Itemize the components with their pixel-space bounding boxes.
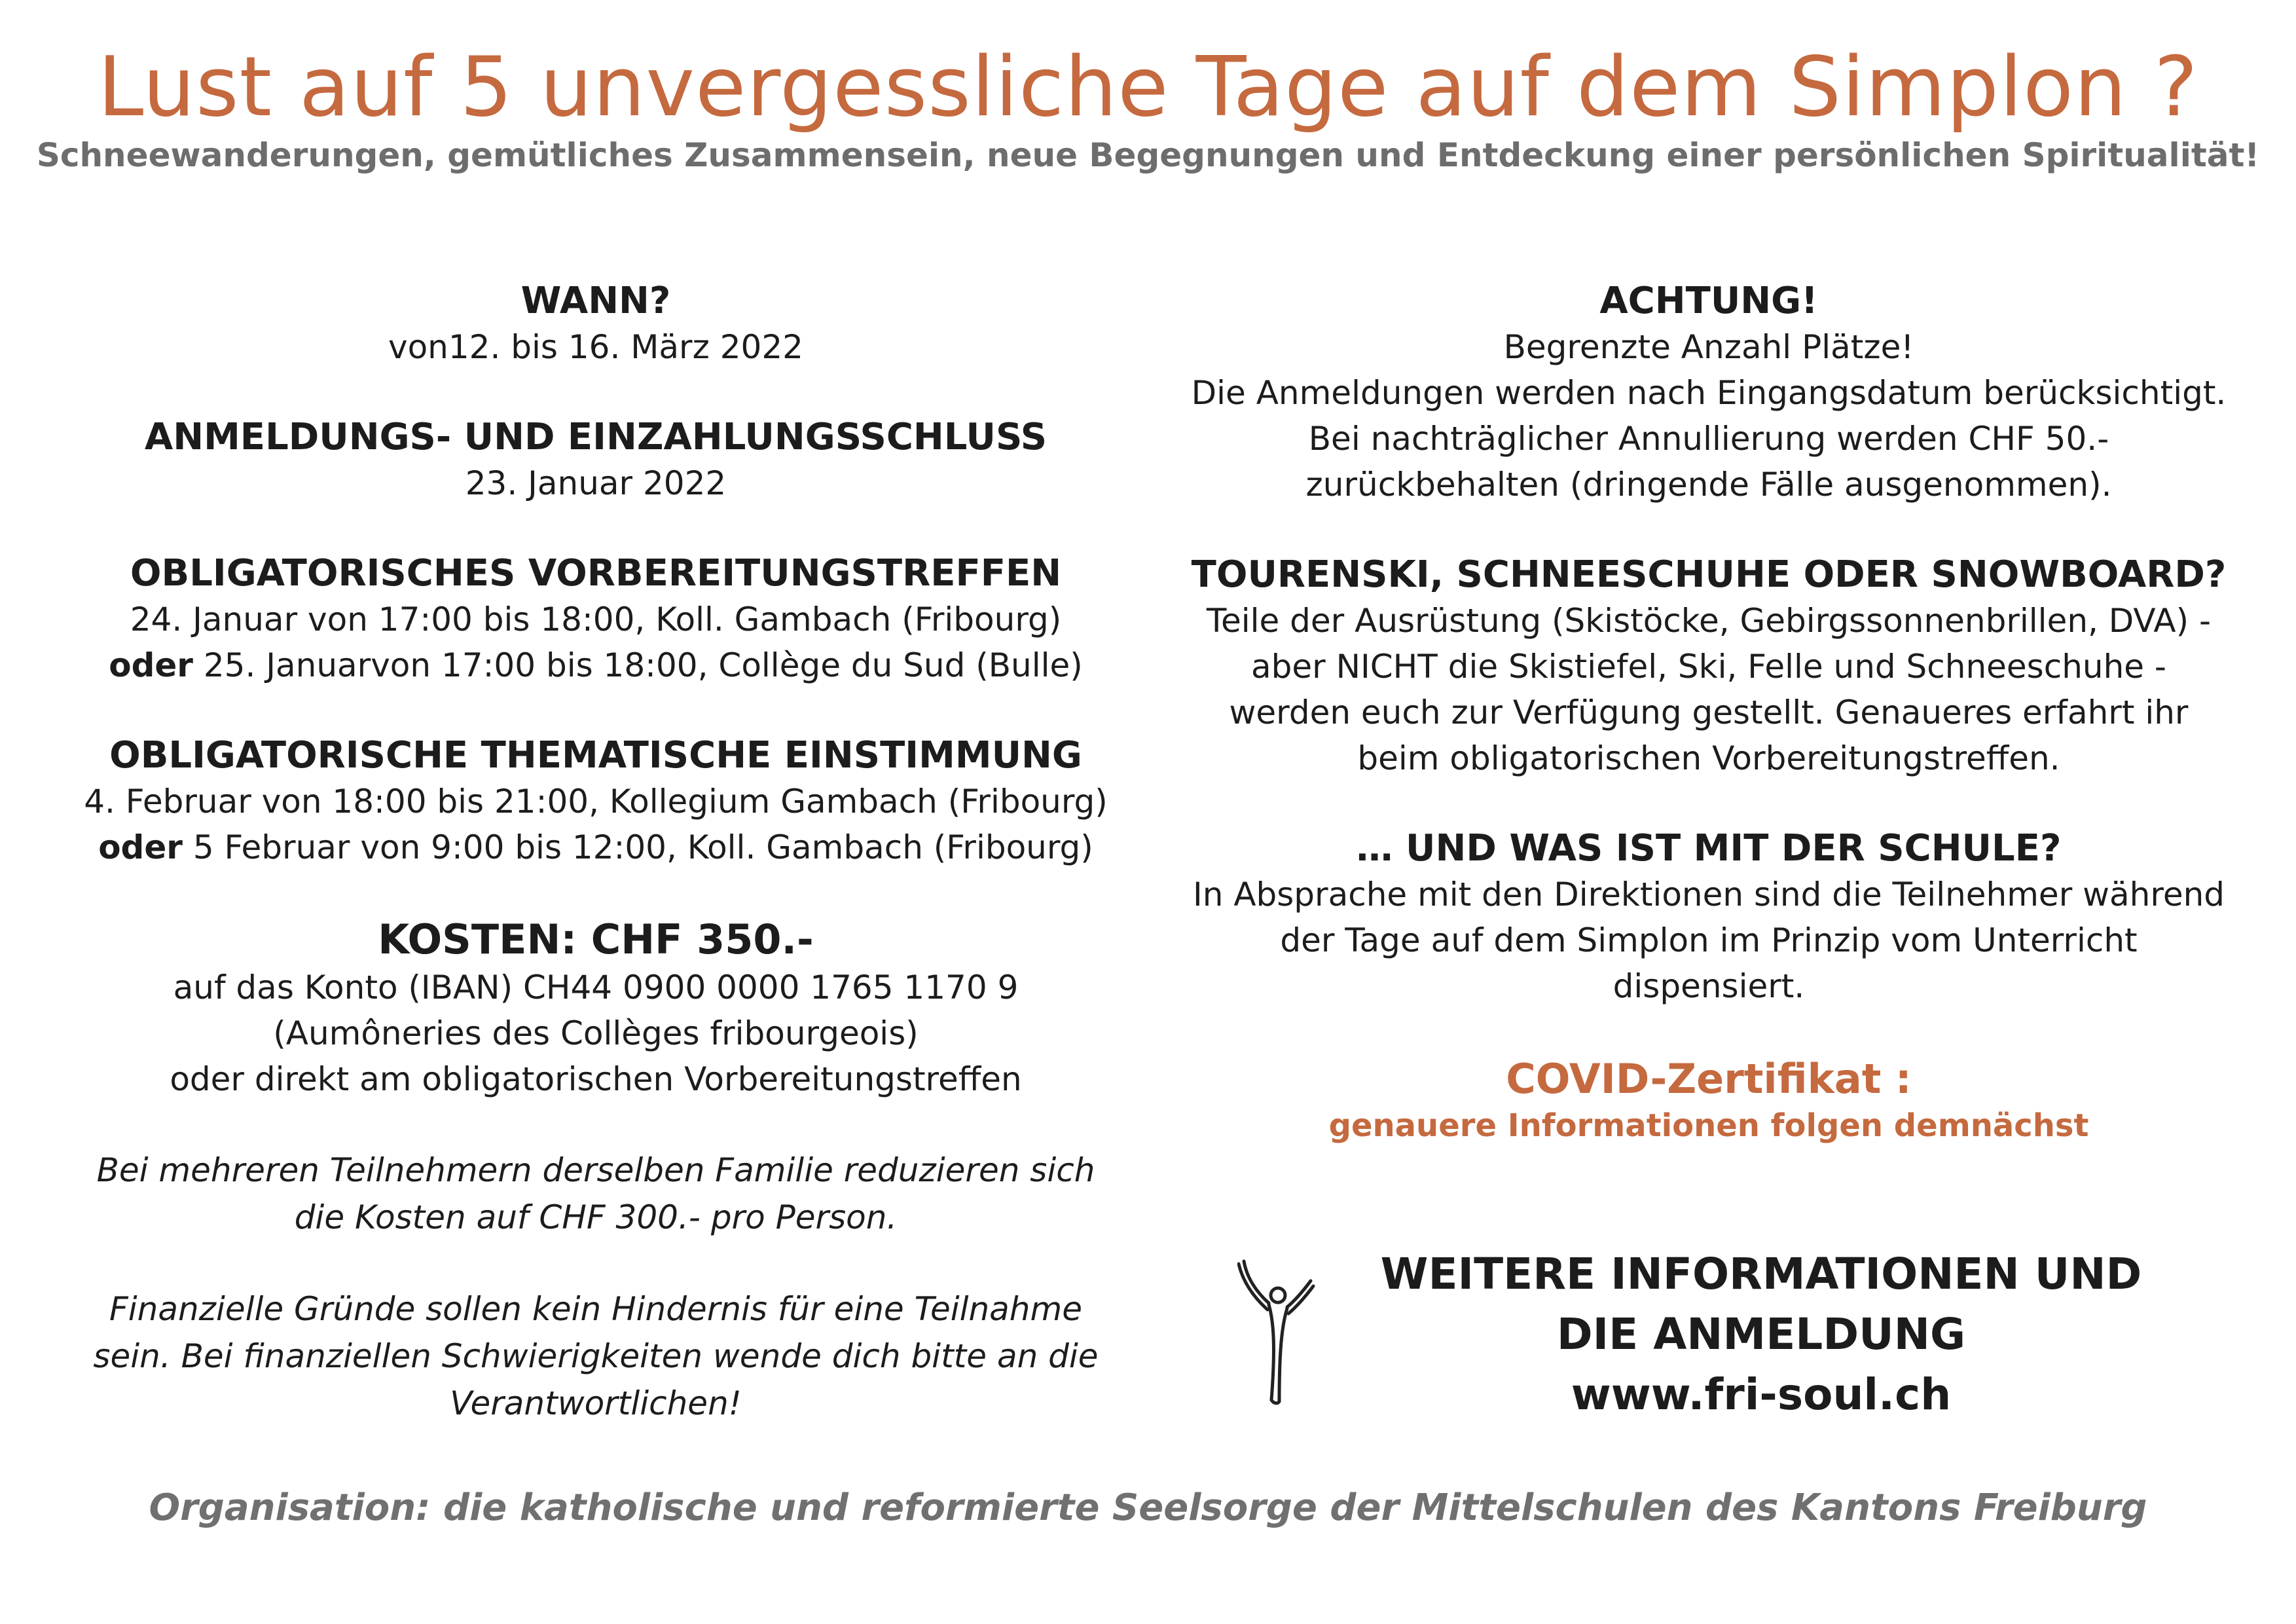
page-subtitle: Schneewanderungen, gemütliches Zusammensein, neue Begegnungen und Entdeckung einer persönlichen Spiritualität!	[36, 136, 2260, 174]
schule-line-1: In Absprache mit den Direktionen sind die Teilnehmer während	[1192, 876, 2225, 913]
covid-heading: COVID-Zertifikat :	[1506, 1055, 1912, 1103]
vorbereitung-line-1: 24. Januar von 17:00 bis 18:00, Koll. Gambach (Fribourg)	[130, 600, 1062, 638]
ausruestung-line-4: beim obligatorischen Vorbereitungstreffen.	[1357, 739, 2060, 777]
schule-heading: … UND WAS IST MIT DER SCHULE?	[1356, 827, 2062, 870]
einstimmung-line-2-text: 5 Februar von 9:00 bis 12:00, Koll. Gambach (Fribourg)	[182, 828, 1093, 866]
info-line-2: DIE ANMELDUNG	[1556, 1309, 1966, 1359]
wann-heading: WANN?	[520, 280, 671, 322]
einstimmung-line-1: 4. Februar von 18:00 bis 21:00, Kollegium Gambach (Fribourg)	[84, 783, 1108, 821]
ausruestung-line-2: aber NICHT die Skistiefel, Ski, Felle und Schneeschuhe -	[1251, 648, 2166, 686]
einstimmung-line-2	[39, 824, 1152, 870]
section-schule	[1159, 826, 2259, 1009]
finanziell-line-1: Finanzielle Gründe sollen kein Hindernis für eine Teilnahme	[109, 1290, 1082, 1328]
ausruestung-line-1: Teile der Ausrüstung (Skistöcke, Gebirgssonnenbrillen, DVA) -	[1206, 602, 2212, 640]
kosten-line-1: auf das Konto (IBAN) CH44 0900 0000 1765 1170 9	[173, 969, 1019, 1006]
einstimmung-heading: OBLIGATORISCHE THEMATISCHE EINSTIMMUNG	[109, 734, 1082, 777]
schule-line-2: der Tage auf dem Simplon im Prinzip vom Unterricht	[1280, 921, 2138, 959]
section-wann	[39, 278, 1152, 370]
wann-date: von12. bis 16. März 2022	[388, 328, 803, 366]
familie-line-2: die Kosten auf CHF 300.- pro Person.	[294, 1198, 898, 1236]
familie-line-1: Bei mehreren Teilnehmern derselben Familie reduzieren sich	[96, 1151, 1095, 1189]
ausruestung-line-3: werden euch zur Verfügung gestellt. Genaueres erfahrt ihr	[1229, 693, 2189, 731]
section-finanziell	[39, 1285, 1152, 1427]
left-column	[39, 278, 1152, 1471]
page-title: Lust auf 5 unvergessliche Tage auf dem Simplon ?	[98, 39, 2198, 135]
section-einstimmung	[39, 733, 1152, 870]
achtung-line-3: Bei nachträglicher Annullierung werden CHF 50.-	[1308, 420, 2109, 458]
finanziell-line-2: sein. Bei finanziellen Schwierigkeiten wende dich bitte an die	[93, 1337, 1099, 1375]
person-arms-raised-logo-icon	[1237, 1257, 1316, 1408]
info-block	[1237, 1244, 2167, 1441]
anmeldeschluss-heading: ANMELDUNGS- UND EINZAHLUNGSSCHLUSS	[144, 416, 1048, 458]
section-familie	[39, 1147, 1152, 1241]
section-vorbereitungstreffen	[39, 551, 1152, 688]
section-achtung	[1159, 278, 2259, 507]
covid-note: genauere Informationen folgen demnächst	[1328, 1107, 2089, 1144]
website-link[interactable]: www.fri-soul.ch	[1571, 1369, 1952, 1420]
finanziell-line-3: Verantwortlichen!	[450, 1384, 742, 1422]
info-text	[1336, 1244, 2187, 1425]
ausruestung-heading: TOURENSKI, SCHNEESCHUHE ODER SNOWBOARD?	[1191, 553, 2227, 596]
achtung-line-2: Die Anmeldungen werden nach Eingangsdatum berücksichtigt.	[1191, 374, 2227, 412]
vorbereitung-line-2-text: 25. Januarvon 17:00 bis 18:00, Collège du Sud (Bulle)	[192, 646, 1083, 684]
info-line-1: WEITERE INFORMATIONEN UND	[1380, 1249, 2142, 1299]
achtung-heading: ACHTUNG!	[1599, 280, 1818, 322]
right-column	[1159, 278, 2259, 1191]
achtung-line-1: Begrenzte Anzahl Plätze!	[1503, 328, 1914, 366]
section-anmeldeschluss	[39, 415, 1152, 506]
section-covid	[1159, 1054, 2259, 1147]
achtung-line-4: zurückbehalten (dringende Fälle ausgenommen).	[1305, 466, 2112, 504]
kosten-line-2: (Aumôneries des Collèges fribourgeois)	[273, 1014, 919, 1052]
schule-line-3: dispensiert.	[1613, 967, 1805, 1005]
section-ausruestung	[1159, 552, 2259, 781]
kosten-line-3: oder direkt am obligatorischen Vorbereitungstreffen	[170, 1060, 1022, 1098]
vorbereitung-heading: OBLIGATORISCHES VORBEREITUNGSTREFFEN	[130, 552, 1062, 595]
vorbereitung-line-2	[39, 642, 1152, 688]
section-kosten	[39, 915, 1152, 1102]
kosten-heading: KOSTEN: CHF 350.-	[378, 915, 814, 963]
vorbereitung-oder: oder	[109, 646, 193, 684]
anmeldeschluss-date: 23. Januar 2022	[465, 464, 727, 502]
footer-organisation: Organisation: die katholische und reformierte Seelsorge der Mittelschulen des Kantons Freiburg	[149, 1486, 2147, 1529]
einstimmung-oder: oder	[98, 828, 183, 866]
